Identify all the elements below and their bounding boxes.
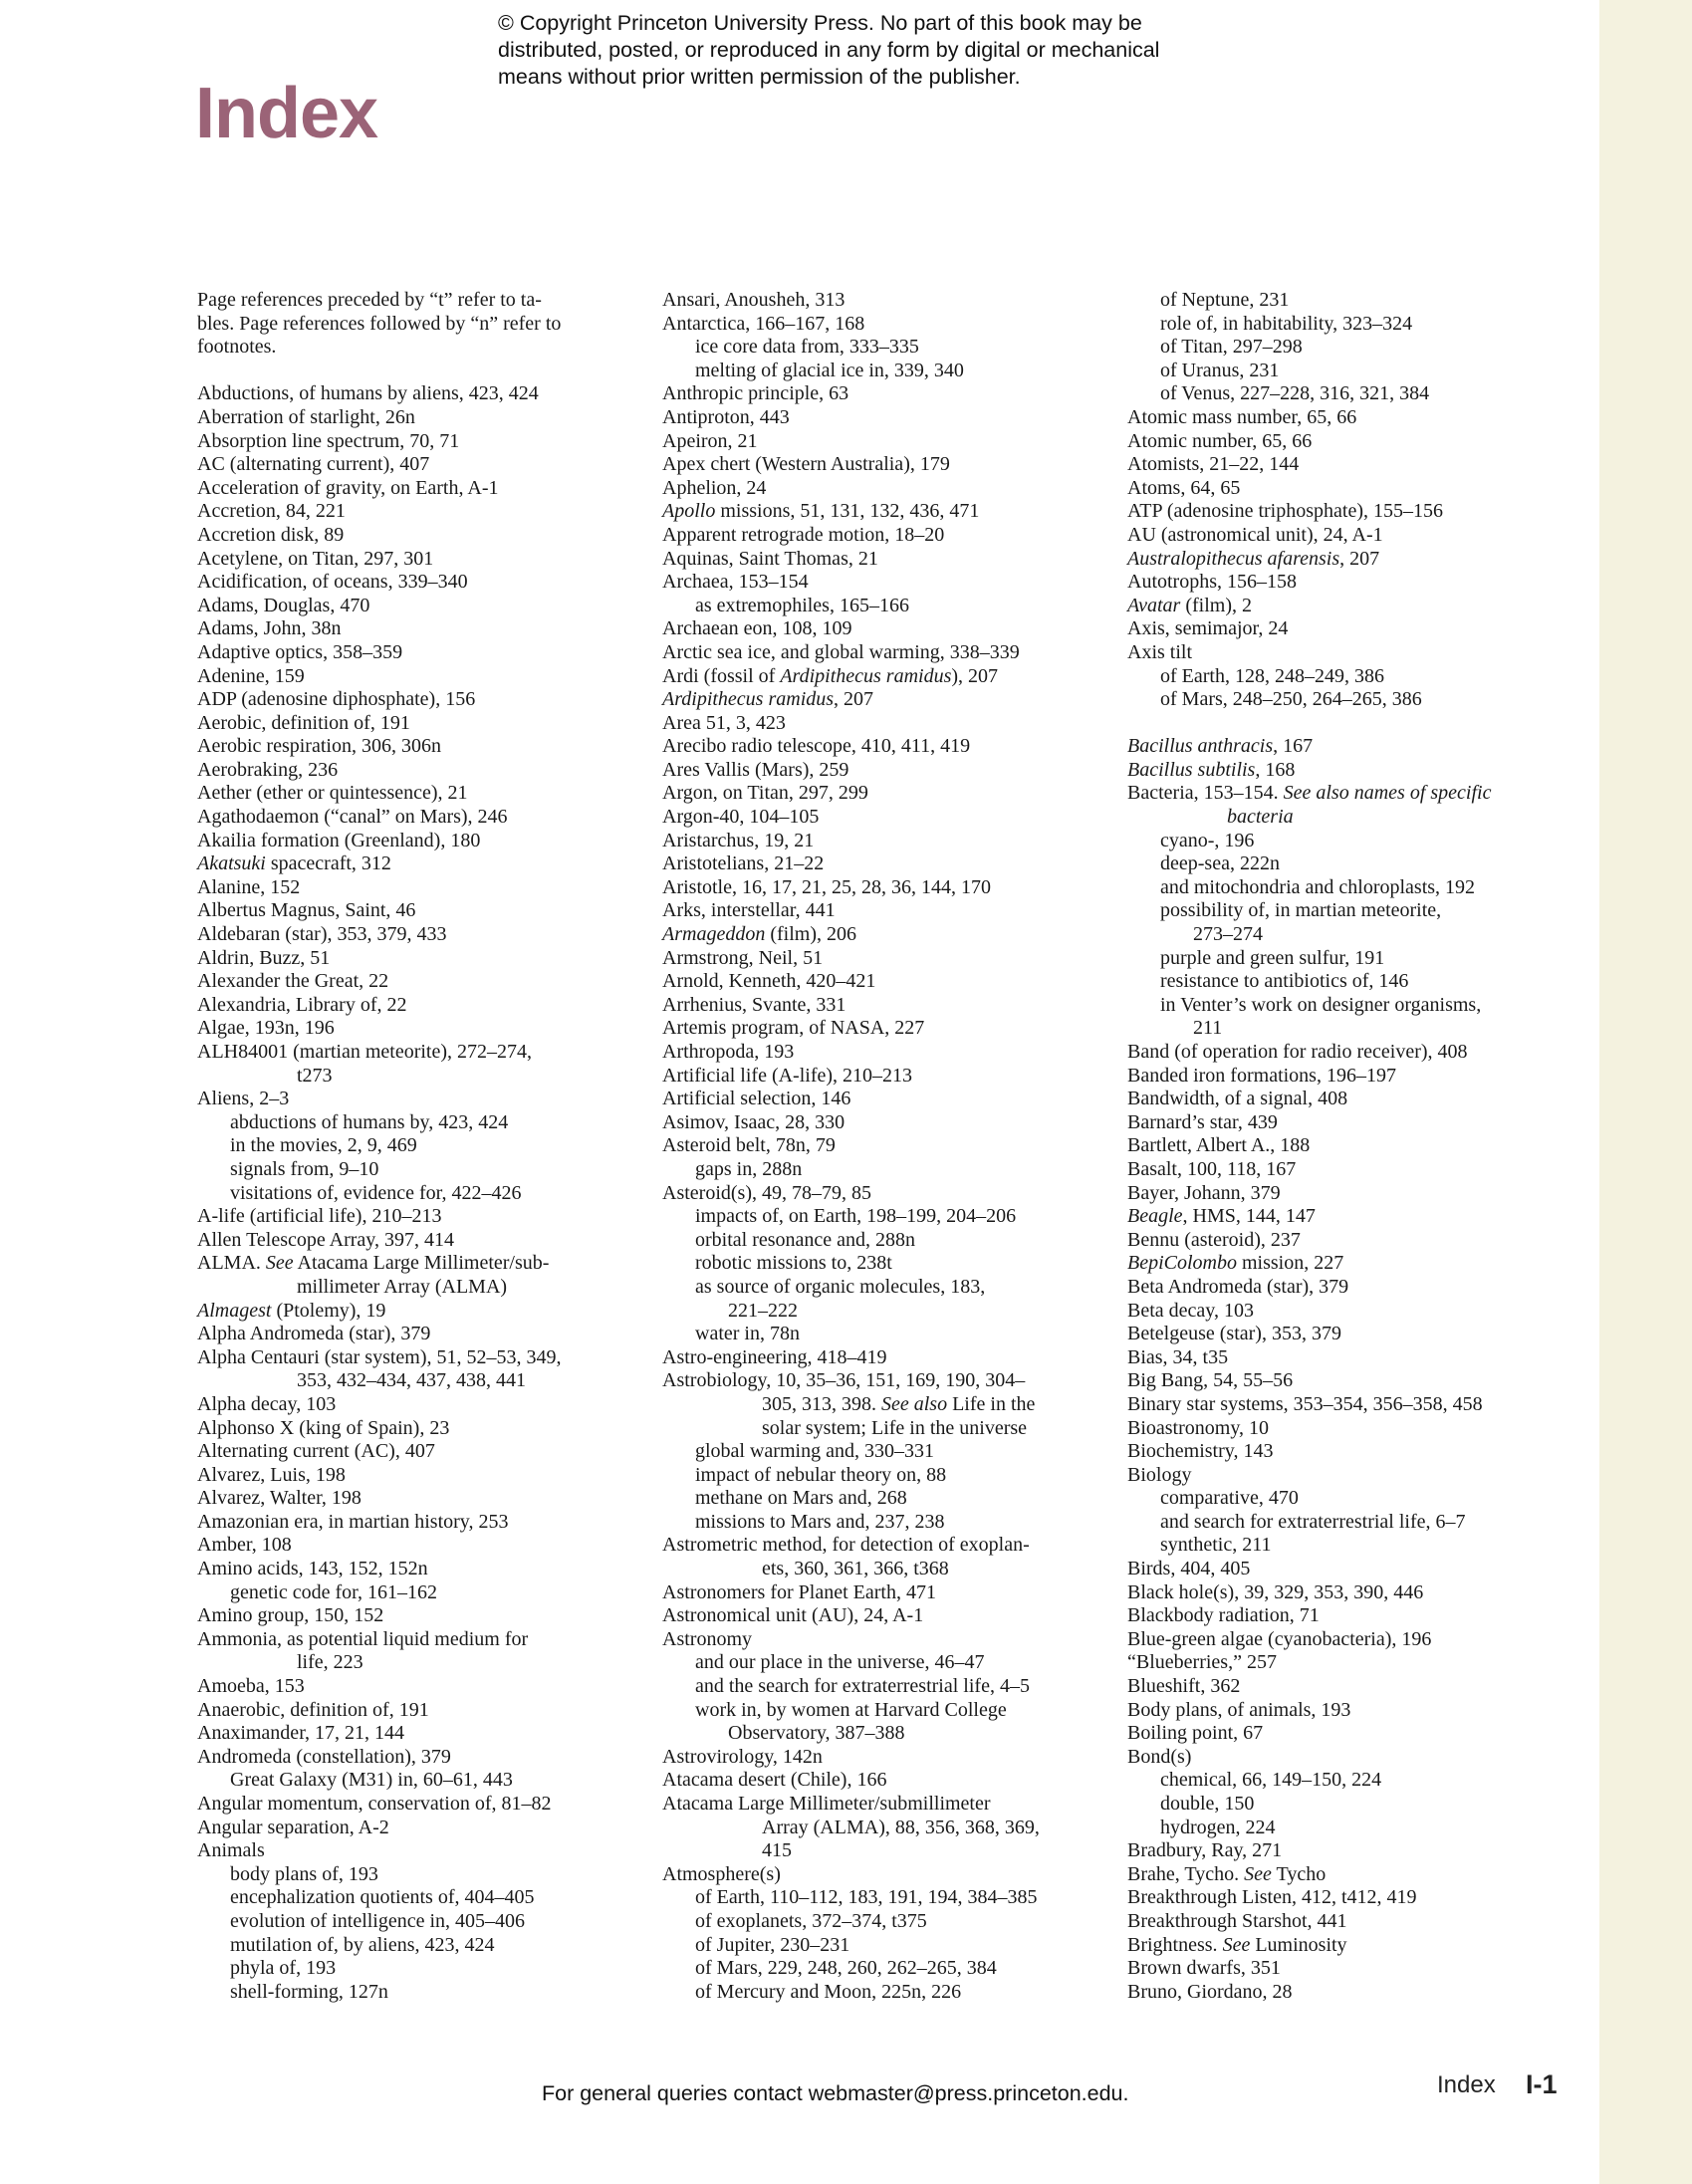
index-subentry: ice core data from, 333–335 (695, 336, 919, 359)
index-entry: Breakthrough Starshot, 441 (1127, 1909, 1347, 1932)
index-entry: Accretion disk, 89 (197, 523, 345, 546)
index-entry: Alvarez, Luis, 198 (197, 1463, 346, 1486)
index-subentry: 415 (762, 1839, 792, 1862)
index-entry: Bond(s) (1127, 1745, 1192, 1768)
index-subentry: impact of nebular theory on, 88 (695, 1463, 947, 1486)
spacer (197, 360, 645, 383)
index-entry: Archaean eon, 108, 109 (662, 617, 852, 640)
index-entry: Atacama desert (Chile), 166 (662, 1769, 887, 1792)
italic-term: bacteria (1227, 806, 1294, 829)
italic-term: BepiColombo (1127, 1252, 1237, 1275)
index-entry: Artemis program, of NASA, 227 (662, 1017, 925, 1040)
index-subentry: hydrogen, 224 (1160, 1816, 1276, 1838)
index-subentry: 273–274 (1193, 923, 1263, 946)
index-subentry: visitations of, evidence for, 422–426 (230, 1181, 522, 1204)
running-footer-label: Index (1437, 2071, 1496, 2098)
index-entry: Aldrin, Buzz, 51 (197, 946, 331, 969)
index-entry: ALMA. See Atacama Large Millimeter/sub- (197, 1252, 550, 1275)
index-entry: Apex chert (Western Australia), 179 (662, 453, 950, 476)
index-entry: Avatar (film), 2 (1127, 594, 1252, 616)
index-entry: Aristotle, 16, 17, 21, 25, 28, 36, 144, 170 (662, 875, 991, 898)
index-entry: Bruno, Giordano, 28 (1127, 1980, 1293, 2003)
index-entry: Adaptive optics, 358–359 (197, 640, 403, 663)
index-entry: Astronomers for Planet Earth, 471 (662, 1580, 936, 1603)
index-subentry: cyano-, 196 (1160, 829, 1255, 851)
index-entry: A-life (artificial life), 210–213 (197, 1205, 442, 1228)
index-entry: Adenine, 159 (197, 664, 305, 687)
index-entry: Aristarchus, 19, 21 (662, 829, 815, 851)
index-entry: Anaximander, 17, 21, 144 (197, 1722, 405, 1745)
index-entry: Alanine, 152 (197, 875, 301, 898)
index-entry: Arks, interstellar, 441 (662, 899, 836, 922)
intro-note-line: Page references preceded by “t” refer to ta- (197, 289, 542, 311)
index-entry: Ares Vallis (Mars), 259 (662, 758, 849, 781)
index-subentry: 211 (1193, 1017, 1223, 1040)
index-entry: Beagle, HMS, 144, 147 (1127, 1205, 1316, 1228)
index-entry: Breakthrough Listen, 412, t412, 419 (1127, 1886, 1417, 1909)
italic-term: See (265, 1252, 294, 1275)
index-entry: Astrobiology, 10, 35–36, 151, 169, 190, 304– (662, 1369, 1026, 1392)
index-entry: Alpha decay, 103 (197, 1392, 337, 1415)
index-column-1 (197, 289, 645, 2004)
page-title: Index (195, 74, 378, 153)
index-subentry: genetic code for, 161–162 (230, 1580, 438, 1603)
index-entry: Bioastronomy, 10 (1127, 1416, 1270, 1439)
index-subentry: 353, 432–434, 437, 438, 441 (297, 1369, 526, 1392)
index-entry: Accretion, 84, 221 (197, 500, 346, 523)
index-entry: Bartlett, Albert A., 188 (1127, 1134, 1311, 1157)
index-entry: Boiling point, 67 (1127, 1722, 1264, 1745)
index-entry: Alpha Andromeda (star), 379 (197, 1323, 431, 1345)
italic-term: Ardipithecus ramidus (780, 664, 952, 687)
index-subentry: global warming and, 330–331 (695, 1440, 934, 1463)
index-entry: AC (alternating current), 407 (197, 453, 430, 476)
index-entry: Alexander the Great, 22 (197, 970, 389, 993)
index-entry: Andromeda (constellation), 379 (197, 1745, 451, 1768)
index-entry: Amino acids, 143, 152, 152n (197, 1558, 428, 1580)
index-entry: Autotrophs, 156–158 (1127, 571, 1297, 594)
index-entry: Aphelion, 24 (662, 476, 767, 499)
index-entry: Bennu (asteroid), 237 (1127, 1228, 1301, 1251)
index-entry: Angular separation, A-2 (197, 1816, 389, 1838)
index-entry: Beta Andromeda (star), 379 (1127, 1275, 1349, 1298)
copyright-line: © Copyright Princeton University Press. No part of this book may be (498, 11, 1142, 35)
index-subentry: robotic missions to, 238t (695, 1252, 892, 1275)
index-subentry: of Earth, 128, 248–249, 386 (1160, 664, 1384, 687)
index-entry: Ammonia, as potential liquid medium for (197, 1627, 529, 1650)
index-subentry: of Mars, 229, 248, 260, 262–265, 384 (695, 1957, 997, 1980)
index-entry: Axis tilt (1127, 640, 1193, 663)
copyright-notice (498, 10, 1215, 91)
index-entry: Aldebaran (star), 353, 379, 433 (197, 923, 447, 946)
index-entry: Bandwidth, of a signal, 408 (1127, 1088, 1348, 1110)
index-subentry: of Mercury and Moon, 225n, 226 (695, 1980, 962, 2003)
italic-term: Apollo (662, 500, 716, 523)
index-entry: Argon, on Titan, 297, 299 (662, 782, 868, 805)
index-subentry: Great Galaxy (M31) in, 60–61, 443 (230, 1769, 513, 1792)
index-entry: Astronomical unit (AU), 24, A-1 (662, 1604, 924, 1627)
index-subentry: resistance to antibiotics of, 146 (1160, 970, 1409, 993)
index-entry: Atomic mass number, 65, 66 (1127, 405, 1357, 428)
index-entry: Asteroid(s), 49, 78–79, 85 (662, 1181, 871, 1204)
index-entry: “Blueberries,” 257 (1127, 1651, 1277, 1674)
index-entry: Basalt, 100, 118, 167 (1127, 1157, 1297, 1180)
page-number: I-1 (1526, 2069, 1558, 2099)
italic-term: Bacillus subtilis (1127, 758, 1256, 781)
index-entry: Beta decay, 103 (1127, 1299, 1254, 1322)
copyright-line: distributed, posted, or reproduced in any form by digital or mechanical (498, 38, 1160, 62)
index-entry: Aerobraking, 236 (197, 758, 339, 781)
index-entry: Acceleration of gravity, on Earth, A-1 (197, 476, 499, 499)
index-entry: Alexandria, Library of, 22 (197, 993, 407, 1016)
index-subentry (1127, 806, 1575, 830)
index-entry: Armageddon (film), 206 (662, 923, 856, 946)
index-entry: Ansari, Anousheh, 313 (662, 289, 846, 311)
index-entries (662, 289, 1110, 2004)
index-entry: Armstrong, Neil, 51 (662, 946, 824, 969)
index-entries (197, 382, 645, 2004)
index-subentry: in Venter’s work on designer organisms, (1160, 993, 1482, 1016)
index-entry: Binary star systems, 353–354, 356–358, 458 (1127, 1392, 1483, 1415)
index-entry: Albertus Magnus, Saint, 46 (197, 899, 416, 922)
spacer (1127, 712, 1575, 736)
index-subentry: Array (ALMA), 88, 356, 368, 369, (762, 1816, 1040, 1838)
intro-note-line: bles. Page references followed by “n” refer to (197, 312, 562, 335)
index-entry: Abductions, of humans by aliens, 423, 424 (197, 382, 539, 405)
index-subentry: methane on Mars and, 268 (695, 1487, 907, 1510)
intro-note-line: footnotes. (197, 336, 277, 359)
index-entry: Absorption line spectrum, 70, 71 (197, 429, 460, 452)
index-entry: Asimov, Isaac, 28, 330 (662, 1110, 846, 1133)
index-entry: Banded iron formations, 196–197 (1127, 1064, 1396, 1087)
general-queries-note: For general queries contact webmaster@press.princeton.edu. (542, 2081, 1129, 2105)
index-entry: Atmosphere(s) (662, 1862, 781, 1885)
index-subentry: millimeter Array (ALMA) (297, 1275, 508, 1298)
index-entry: Biology (1127, 1463, 1192, 1486)
index-subentry: of Earth, 110–112, 183, 191, 194, 384–385 (695, 1886, 1038, 1909)
italic-term: Akatsuki (197, 852, 266, 875)
index-subentry: body plans of, 193 (230, 1862, 378, 1885)
index-entry: Antiproton, 443 (662, 405, 790, 428)
index-entry: Body plans, of animals, 193 (1127, 1698, 1351, 1721)
index-entry: Akatsuki spacecraft, 312 (197, 852, 391, 875)
index-entry: Anaerobic, definition of, 191 (197, 1698, 429, 1721)
italic-term: See (1244, 1862, 1272, 1885)
index-subentry: gaps in, 288n (695, 1157, 803, 1180)
index-entry: Aerobic, definition of, 191 (197, 711, 410, 734)
index-entry: Alpha Centauri (star system), 51, 52–53, 349, (197, 1345, 562, 1368)
index-subentry: 221–222 (728, 1299, 798, 1322)
index-entry: Blackbody radiation, 71 (1127, 1604, 1320, 1627)
index-subentry: shell-forming, 127n (230, 1980, 388, 2003)
index-entry: Alphonso X (king of Spain), 23 (197, 1416, 450, 1439)
index-entry: Atacama Large Millimeter/submillimeter (662, 1793, 991, 1815)
index-subentry: of Titan, 297–298 (1160, 336, 1303, 359)
index-entry: Aristotelians, 21–22 (662, 852, 825, 875)
italic-term: Almagest (197, 1299, 272, 1322)
index-entry: Betelgeuse (star), 353, 379 (1127, 1323, 1341, 1345)
index-entry: Aether (ether or quintessence), 21 (197, 782, 468, 805)
index-entry: Bradbury, Ray, 271 (1127, 1839, 1283, 1862)
index-entry: Astronomy (662, 1627, 752, 1650)
index-entry: Astro-engineering, 418–419 (662, 1345, 887, 1368)
index-subentry: as source of organic molecules, 183, (695, 1275, 986, 1298)
index-entry: Adams, John, 38n (197, 617, 342, 640)
index-entry: Aliens, 2–3 (197, 1088, 290, 1110)
index-entry: Biochemistry, 143 (1127, 1440, 1274, 1463)
copyright-line: means without prior written permission of the publisher. (498, 65, 1021, 89)
italic-term: Ardipithecus ramidus (662, 688, 835, 711)
index-entry: Atoms, 64, 65 (1127, 476, 1241, 499)
index-entry: Agathodaemon (“canal” on Mars), 246 (197, 806, 508, 829)
index-entry: Algae, 193n, 196 (197, 1017, 335, 1040)
index-subentry: phyla of, 193 (230, 1957, 337, 1980)
index-subentry: mutilation of, by aliens, 423, 424 (230, 1933, 495, 1956)
index-entry: Ardipithecus ramidus, 207 (662, 688, 874, 711)
index-entry: Atomists, 21–22, 144 (1127, 453, 1300, 476)
index-entry: Akailia formation (Greenland), 180 (197, 829, 481, 851)
index-entry: Axis, semimajor, 24 (1127, 617, 1289, 640)
index-entry: ALH84001 (martian meteorite), 272–274, (197, 1041, 533, 1063)
index-entry: Amino group, 150, 152 (197, 1604, 384, 1627)
index-subentry: and our place in the universe, 46–47 (695, 1651, 985, 1674)
index-subentry: water in, 78n (695, 1323, 800, 1345)
index-entry: AU (astronomical unit), 24, A-1 (1127, 523, 1383, 546)
index-entry: Apollo missions, 51, 131, 132, 436, 471 (662, 500, 980, 523)
italic-term: Avatar (1127, 594, 1181, 616)
index-subentry: 305, 313, 398. See also Life in the (762, 1392, 1036, 1415)
index-subentry: signals from, 9–10 (230, 1157, 379, 1180)
index-column-3 (1127, 289, 1575, 2004)
index-entry: Blueshift, 362 (1127, 1675, 1241, 1698)
index-entry: Brightness. See Luminosity (1127, 1933, 1347, 1956)
index-subentry: evolution of intelligence in, 405–406 (230, 1909, 526, 1932)
index-subentry: Observatory, 387–388 (728, 1722, 905, 1745)
index-subentry: of Jupiter, 230–231 (695, 1933, 850, 1956)
index-entry: Birds, 404, 405 (1127, 1558, 1251, 1580)
index-subentry: t273 (297, 1064, 333, 1087)
index-entry: Aberration of starlight, 26n (197, 405, 415, 428)
index-entry: Astrovirology, 142n (662, 1745, 823, 1768)
index-subentry: synthetic, 211 (1160, 1534, 1272, 1557)
italic-term: See also names of specific (1283, 782, 1492, 805)
index-subentry: of Venus, 227–228, 316, 321, 384 (1160, 382, 1430, 405)
italic-term: See (1222, 1933, 1251, 1956)
index-column-2 (662, 289, 1110, 2004)
index-entry: Barnard’s star, 439 (1127, 1110, 1278, 1133)
index-entry: Animals (197, 1839, 265, 1862)
index-entry: Alternating current (AC), 407 (197, 1440, 435, 1463)
index-entry: Aquinas, Saint Thomas, 21 (662, 547, 878, 570)
index-entry: Bayer, Johann, 379 (1127, 1181, 1281, 1204)
index-entry: Ardi (fossil of Ardipithecus ramidus), 207 (662, 664, 999, 687)
index-entry: Archaea, 153–154 (662, 571, 809, 594)
index-entry: Amoeba, 153 (197, 1675, 305, 1698)
index-entry: Bacillus subtilis, 168 (1127, 758, 1296, 781)
index-subentry: melting of glacial ice in, 339, 340 (695, 359, 964, 381)
index-entry: Allen Telescope Array, 397, 414 (197, 1228, 454, 1251)
index-entry: Band (of operation for radio receiver), 408 (1127, 1041, 1468, 1063)
index-subentry: and search for extraterrestrial life, 6–7 (1160, 1510, 1466, 1533)
index-subentry: deep-sea, 222n (1160, 852, 1280, 875)
index-subentry: purple and green sulfur, 191 (1160, 946, 1385, 969)
index-entry: BepiColombo mission, 227 (1127, 1252, 1344, 1275)
index-entry: Almagest (Ptolemy), 19 (197, 1299, 386, 1322)
index-entry: Big Bang, 54, 55–56 (1127, 1369, 1294, 1392)
index-subentry: and the search for extraterrestrial life, 4–5 (695, 1675, 1030, 1698)
index-entry: Astrometric method, for detection of exoplan- (662, 1534, 1030, 1557)
index-subentry: of Uranus, 231 (1160, 359, 1280, 381)
index-entry: ADP (adenosine diphosphate), 156 (197, 688, 476, 711)
index-entry: Arthropoda, 193 (662, 1041, 795, 1063)
index-entry: Brown dwarfs, 351 (1127, 1957, 1281, 1980)
index-entry: Artificial life (A-life), 210–213 (662, 1064, 913, 1087)
index-subentry: encephalization quotients of, 404–405 (230, 1886, 535, 1909)
index-subentry: of Mars, 248–250, 264–265, 386 (1160, 688, 1422, 711)
index-subentry: as extremophiles, 165–166 (695, 594, 909, 616)
italic-term: Armageddon (662, 923, 766, 946)
index-entry: ATP (adenosine triphosphate), 155–156 (1127, 500, 1443, 523)
index-subentry: life, 223 (297, 1651, 363, 1674)
index-entry: Alvarez, Walter, 198 (197, 1487, 362, 1510)
index-subentry: impacts of, on Earth, 198–199, 204–206 (695, 1205, 1017, 1228)
index-entry: Bias, 34, t35 (1127, 1345, 1229, 1368)
index-subentry: comparative, 470 (1160, 1487, 1299, 1510)
index-entry: Arrhenius, Svante, 331 (662, 993, 846, 1016)
index-entry: Apeiron, 21 (662, 429, 758, 452)
index-subentry: missions to Mars and, 237, 238 (695, 1510, 945, 1533)
index-subentry: orbital resonance and, 288n (695, 1228, 916, 1251)
index-entry: Amber, 108 (197, 1534, 292, 1557)
index-entry: Bacillus anthracis, 167 (1127, 735, 1314, 758)
index-subentry: solar system; Life in the universe (762, 1416, 1028, 1439)
index-entry: Apparent retrograde motion, 18–20 (662, 523, 945, 546)
index-entry: Acidification, of oceans, 339–340 (197, 571, 468, 594)
index-subentry: of exoplanets, 372–374, t375 (695, 1909, 927, 1932)
index-entry: Amazonian era, in martian history, 253 (197, 1510, 509, 1533)
page-edge-strip (1599, 0, 1692, 2184)
index-entry: Area 51, 3, 423 (662, 711, 786, 734)
index-entry: Acetylene, on Titan, 297, 301 (197, 547, 434, 570)
index-subentry: chemical, 66, 149–150, 224 (1160, 1769, 1382, 1792)
index-entry: Artificial selection, 146 (662, 1088, 851, 1110)
index-entry: Adams, Douglas, 470 (197, 594, 370, 616)
index-subentry: ets, 360, 361, 366, t368 (762, 1558, 949, 1580)
index-subentry: of Neptune, 231 (1160, 289, 1290, 311)
index-entry: Argon-40, 104–105 (662, 806, 820, 829)
index-entry: Atomic number, 65, 66 (1127, 429, 1313, 452)
index-entry: Bacteria, 153–154. See also names of specific (1127, 782, 1492, 805)
index-entry: Arecibo radio telescope, 410, 411, 419 (662, 735, 971, 758)
index-entry: Arctic sea ice, and global warming, 338–339 (662, 640, 1020, 663)
index-entry: Blue-green algae (cyanobacteria), 196 (1127, 1627, 1432, 1650)
index-subentry: abductions of humans by, 423, 424 (230, 1110, 509, 1133)
index-subentry: role of, in habitability, 323–324 (1160, 312, 1413, 335)
italic-term: See also (881, 1392, 948, 1415)
index-entry: Black hole(s), 39, 329, 353, 390, 446 (1127, 1580, 1424, 1603)
index-entry: Brahe, Tycho. See Tycho (1127, 1862, 1327, 1885)
italic-term: Bacillus anthracis (1127, 735, 1274, 758)
index-subentry: in the movies, 2, 9, 469 (230, 1134, 417, 1157)
index-subentry: double, 150 (1160, 1793, 1255, 1815)
index-entry: Anthropic principle, 63 (662, 382, 849, 405)
index-entry: Australopithecus afarensis, 207 (1127, 547, 1380, 570)
index-entry: Arnold, Kenneth, 420–421 (662, 970, 876, 993)
italic-term: Beagle (1127, 1205, 1183, 1228)
index-entry: Antarctica, 166–167, 168 (662, 312, 865, 335)
index-subentry: possibility of, in martian meteorite, (1160, 899, 1442, 922)
index-subentry: work in, by women at Harvard College (695, 1698, 1007, 1721)
index-entry: Aerobic respiration, 306, 306n (197, 735, 441, 758)
index-subentry: and mitochondria and chloroplasts, 192 (1160, 875, 1476, 898)
index-entries (1127, 289, 1575, 2004)
italic-term: Australopithecus afarensis (1127, 547, 1340, 570)
index-entry: Angular momentum, conservation of, 81–82 (197, 1793, 552, 1815)
index-entry: Asteroid belt, 78n, 79 (662, 1134, 836, 1157)
